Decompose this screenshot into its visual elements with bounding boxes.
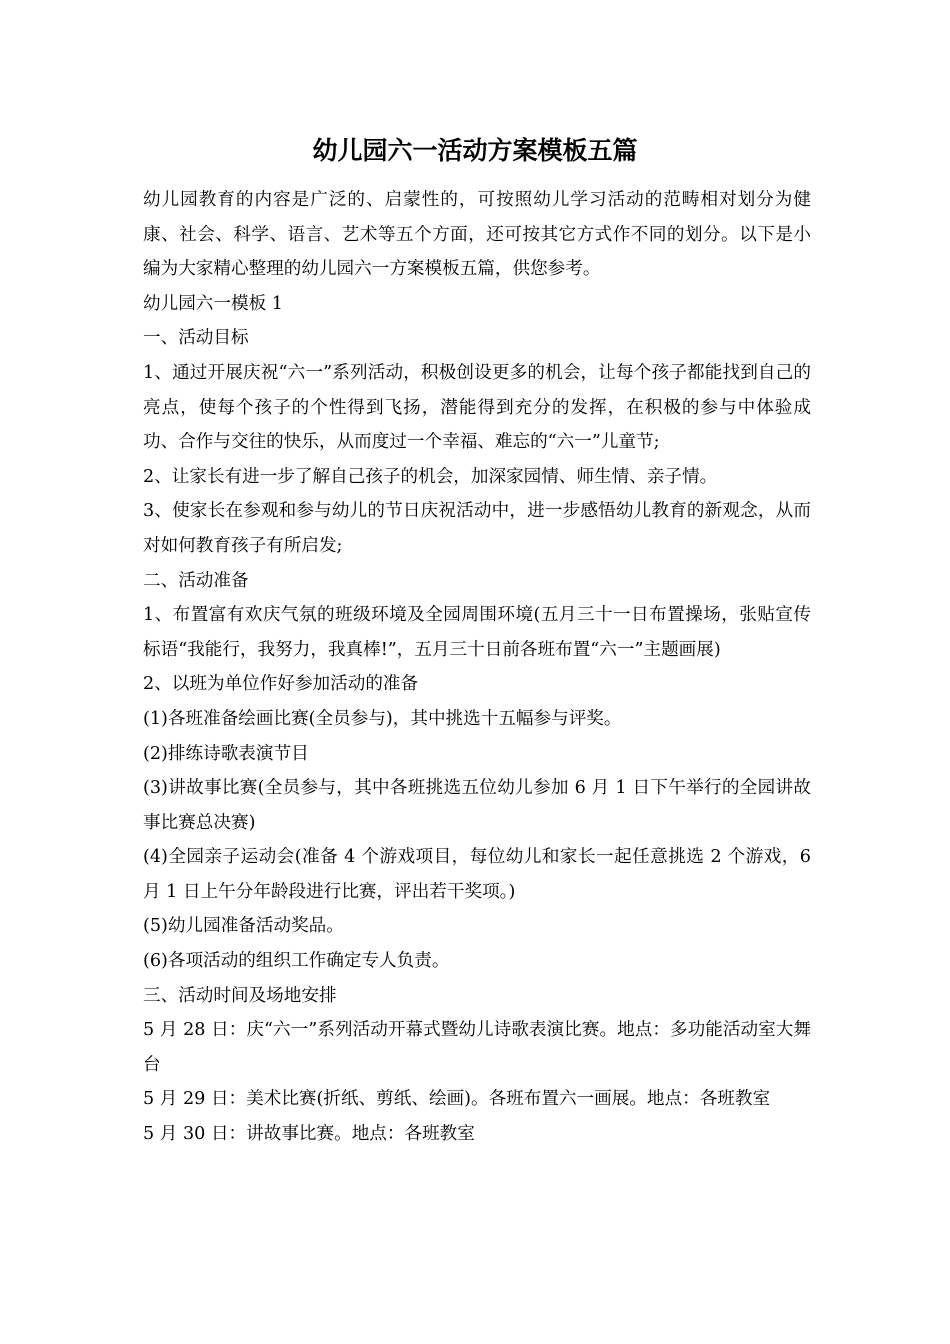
- goal-item-1: 1、通过开展庆祝“六一”系列活动，积极创设更多的机会，让每个孩子都能找到自己的亮点，使每个孩子的个性得到飞扬，潜能得到充分的发挥，在积极的参与中体验成功、合作与交往的快乐，从而度过一个幸福、难忘的“六一”儿童节;: [143, 362, 811, 453]
- section-heading-template-1: 幼儿园六一模板 1: [143, 293, 283, 314]
- preparation-subitem-2: (2)排练诗歌表演节目: [143, 743, 309, 764]
- schedule-item-may-29: 5 月 29 日：美术比赛(折纸、剪纸、绘画)。各班布置六一画展。地点：各班教室: [143, 1089, 771, 1110]
- preparation-subitem-1: (1)各班准备绘画比赛(全员参与)，其中挑选十五幅参与评奖。: [143, 708, 622, 729]
- preparation-subitem-4: (4)全园亲子运动会(准备 4 个游戏项目，每位幼儿和家长一起任意挑选 2 个游戏，6 月 1 日上午分年龄段进行比赛，评出若干奖项。): [143, 847, 811, 902]
- preparation-item-2: 2、以班为单位作好参加活动的准备: [143, 674, 419, 695]
- goal-item-3: 3、使家长在参观和参与幼儿的节日庆祝活动中，进一步感悟幼儿教育的新观念，从而对如何教育孩子有所启发;: [143, 501, 811, 556]
- preparation-subitem-3: (3)讲故事比赛(全员参与，其中各班挑选五位幼儿参加 6 月 1 日下午举行的全园讲故事比赛总决赛): [143, 778, 811, 833]
- preparation-item-1: 1、布置富有欢庆气氛的班级环境及全园周围环境(五月三十一日布置操场，张贴宣传标语“我能行，我努力，我真棒!”，五月三十日前各班布置“六一”主题画展): [143, 605, 811, 660]
- intro-paragraph: 幼儿园教育的内容是广泛的、启蒙性的，可按照幼儿学习活动的范畴相对划分为健康、社会、科学、语言、艺术等五个方面，还可按其它方式作不同的划分。以下是小编为大家精心整理的幼儿园六一方案模板五篇，供您参考。: [143, 190, 811, 280]
- section-heading-schedule: 三、活动时间及场地安排: [143, 985, 337, 1006]
- preparation-subitem-5: (5)幼儿园准备活动奖品。: [143, 916, 344, 937]
- preparation-subitem-6: (6)各项活动的组织工作确定专人负责。: [143, 951, 450, 972]
- document-title: 幼儿园六一活动方案模板五篇: [312, 136, 638, 165]
- schedule-item-may-28: 5 月 28 日：庆“六一”系列活动开幕式暨幼儿诗歌表演比赛。地点：多功能活动室大舞台: [143, 1020, 811, 1075]
- schedule-item-may-30: 5 月 30 日：讲故事比赛。地点：各班教室: [143, 1124, 475, 1145]
- goal-item-2: 2、让家长有进一步了解自己孩子的机会，加深家园情、师生情、亲子情。: [143, 466, 718, 487]
- document-body: [143, 183, 811, 1152]
- section-heading-goals: 一、活动目标: [143, 328, 249, 349]
- section-heading-preparation: 二、活动准备: [143, 570, 249, 591]
